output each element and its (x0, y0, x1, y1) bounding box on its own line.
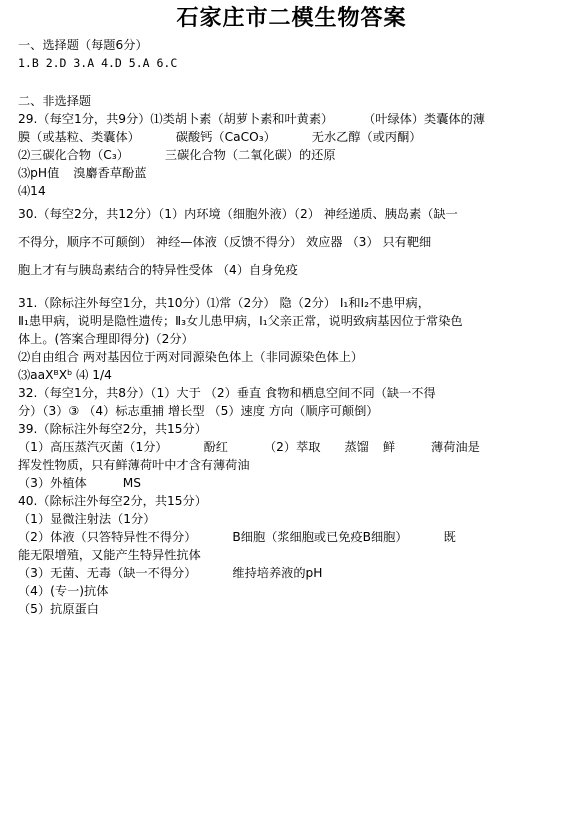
q30-line-2: 不得分，顺序不可颠倒） 神经—体液（反馈不得分） 效应器 （3） 只有靶细 (18, 235, 432, 249)
q39-line-1: 39.（除标注外每空2分，共15分） (18, 422, 207, 436)
q39-line-4 (18, 474, 565, 492)
q31-line-3: 体上。(答案合理即得分)（2分） (18, 332, 194, 346)
q40-line-6: （4）(专一)抗体 (18, 584, 109, 598)
q30-line-3: 胞上才有与胰岛素结合的特异性受体 （4）自身免疫 (18, 263, 298, 277)
q29-text: ⑶pH值 (18, 166, 60, 180)
choice-answers: 1.B 2.D 3.A 4.D 5.A 6.C (18, 56, 178, 70)
section-nonchoice-heading: 二、非选择题 (18, 94, 92, 108)
q29-text: ⑵三碳化合物（C₃） (18, 148, 129, 162)
q31-line-5: ⑶aaXᴮXᵇ ⑷ 1/4 (18, 368, 112, 382)
q29-text: 碳酸钙（CaCO₃） (175, 130, 276, 144)
q29-line-5: ⑷14 (18, 184, 46, 198)
q39-text: （1）高压蒸汽灭菌（1分） (18, 440, 168, 454)
q39-text: 薄荷油是 (431, 440, 480, 454)
q40-text: （2）体液（只答特异性不得分） (18, 530, 197, 544)
q31-line-4: ⑵自由组合 两对基因位于两对同源染色体上（非同源染色体上） (18, 350, 364, 364)
q40-text: B细胞（浆细胞或已免疫B细胞） (232, 530, 408, 544)
q29-line-2 (18, 128, 565, 146)
q40-line-3 (18, 528, 565, 546)
q40-text: 维持培养液的pH (232, 566, 323, 580)
q40-line-2: （1）显微注射法（1分） (18, 512, 156, 526)
q29-text: 无水乙醇（或丙酮） (311, 130, 422, 144)
document-title: 石家庄市二模生物答案 (176, 5, 407, 31)
q40-line-4: 能无限增殖，又能产生特异性抗体 (18, 548, 201, 562)
section-choice-heading: 一、选择题（每题6分） (18, 38, 148, 52)
q29-text: 三碳化合物（二氧化碳）的还原 (164, 148, 336, 162)
q30-line-1: 30.（每空2分，共12分）（1）内环境（细胞外液）（2） 神经递质、胰岛素（缺一 (18, 207, 458, 221)
q29-line-1 (18, 110, 565, 128)
q31-line-1: 31.（除标注外每空1分，共10分）⑴常（2分） 隐（2分） Ⅰ₁和Ⅰ₂不患甲病， (18, 296, 430, 310)
q40-line-1: 40.（除标注外每空2分，共15分） (18, 494, 207, 508)
q29-line-4 (18, 164, 565, 182)
q40-line-7: （5）抗原蛋白 (18, 602, 99, 616)
q40-text: （3）无菌、无毒（缺一不得分） (18, 566, 197, 580)
q39-text: 酚红 (203, 440, 228, 454)
q39-line-3: 挥发性物质，只有鲜薄荷叶中才含有薄荷油 (18, 458, 250, 472)
q29-text: 膜（或基粒、类囊体） (18, 130, 140, 144)
q32-line-1: 32.（每空1分，共8分）（1）大于 （2）垂直 食物和栖息空间不同（缺一不得 (18, 386, 436, 400)
q39-text: MS (122, 476, 141, 490)
q39-text: （3）外植体 (18, 476, 87, 490)
q32-line-2: 分）（3）③ （4）标志重捕 增长型 （5）速度 方向（顺序可颠倒） (18, 404, 379, 418)
q29-text: 溴麝香草酚蓝 (73, 166, 147, 180)
q39-text: 蒸馏 (344, 440, 369, 454)
q39-text: 鲜 (382, 440, 396, 454)
q39-line-2 (18, 438, 565, 456)
q31-line-2: Ⅱ₁患甲病，说明是隐性遗传；Ⅱ₃女儿患甲病，Ⅰ₁父亲正常，说明致病基因位于常染色 (18, 314, 463, 328)
q40-line-5 (18, 564, 565, 582)
q29-text: （叶绿体）类囊体的薄 (369, 112, 485, 126)
q29-line-3 (18, 146, 565, 164)
q29-text: 29.（每空1分，共9分）⑴类胡卜素（胡萝卜素和叶黄素） (18, 112, 334, 126)
q40-text: 既 (443, 530, 456, 544)
q39-text: （2）萃取 (263, 440, 321, 454)
